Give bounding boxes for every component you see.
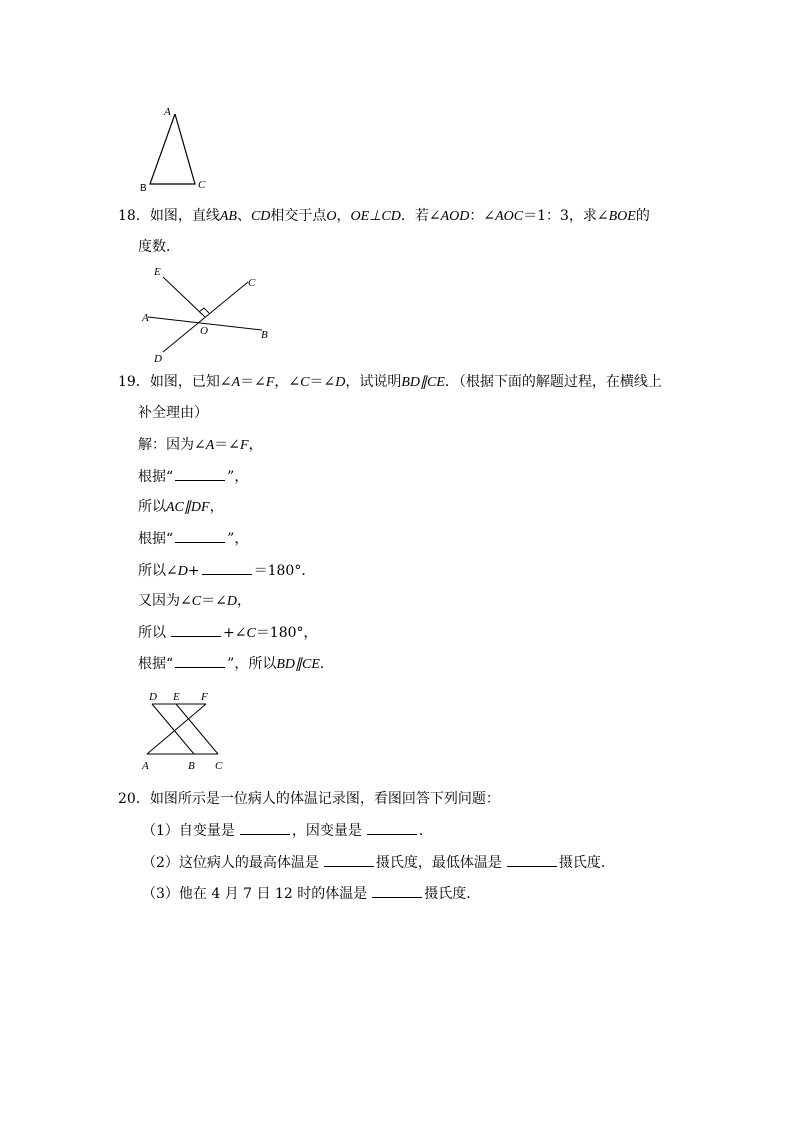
line-cd: [163, 282, 248, 352]
point-label-d: D: [154, 353, 162, 365]
math-ab: AB: [219, 209, 237, 224]
point-label-c: C: [215, 760, 223, 772]
question-19-line-2: [138, 403, 208, 423]
point-label-a: A: [142, 312, 149, 324]
text: 摄氏度．: [424, 886, 481, 902]
question-19-line-1: [118, 372, 662, 393]
question-number: 18．: [118, 208, 150, 224]
answer-blank-1[interactable]: [175, 466, 225, 481]
math-o: O: [326, 209, 337, 224]
math-oe-perp-cd: OE⊥CD: [350, 209, 401, 224]
solution-step-2: [138, 466, 248, 487]
triangle-sides: [150, 114, 195, 184]
text: 如图所示是一位病人的体温记录图，看图回答下列问题：: [149, 791, 500, 807]
text: 如图，已知∠: [149, 374, 232, 390]
math-ac-parallel-df: AC∥DF: [166, 500, 210, 515]
math-bd-parallel-ce: BD∥CE: [276, 657, 320, 672]
text: 补全理由）: [138, 405, 208, 421]
text: 度数．: [138, 239, 180, 255]
answer-blank-8[interactable]: [324, 852, 374, 867]
text: +: [187, 563, 200, 579]
answer-blank-7[interactable]: [367, 820, 417, 835]
text: ，因变量是: [291, 823, 362, 839]
math-d: D: [226, 594, 237, 609]
math-boe: BOE: [608, 209, 636, 224]
answer-blank-3[interactable]: [202, 560, 252, 575]
solution-step-5: [138, 560, 315, 582]
question-20-part-2: [142, 852, 615, 873]
text: ＝∠: [214, 437, 241, 453]
math-aod: AOD: [440, 209, 470, 224]
text: 根据“: [138, 656, 174, 672]
vertex-label-b: B: [140, 183, 147, 194]
parallel-lines-figure: [140, 688, 240, 774]
answer-blank-5[interactable]: [175, 653, 225, 668]
solution-step-1: [138, 435, 263, 456]
text: ，∠: [274, 374, 301, 390]
question-20-part-3: [142, 883, 480, 904]
point-label-d: D: [149, 691, 157, 703]
text: 所以: [138, 625, 166, 641]
vertex-label-a: A: [164, 106, 171, 118]
point-label-f: F: [201, 691, 208, 703]
math-aoc: AOC: [495, 209, 524, 224]
text: ＝∠: [309, 374, 336, 390]
math-c: C: [246, 626, 256, 641]
text: ”，: [227, 531, 249, 547]
math-f: F: [240, 438, 249, 453]
text: ＝∠: [240, 374, 266, 390]
question-number: 20．: [118, 791, 150, 807]
text: （1）自变量是: [142, 823, 235, 839]
answer-blank-10[interactable]: [372, 883, 422, 898]
math-c: C: [300, 375, 310, 390]
text: 又因为∠: [138, 593, 192, 609]
text: 所以∠: [138, 563, 178, 579]
intersecting-lines-figure: [138, 262, 278, 368]
text: 解：因为∠: [138, 437, 206, 453]
solution-step-7: [138, 622, 318, 644]
text: 的: [635, 208, 650, 224]
text: 摄氏度，最低体温是: [375, 855, 502, 871]
answer-blank-4[interactable]: [171, 622, 221, 637]
math-cd: CD: [250, 209, 271, 224]
question-number: 19．: [118, 374, 150, 390]
text: ．（根据下面的解题过程，在横线上: [444, 374, 662, 390]
question-18-line-2: [138, 237, 180, 257]
text: 所以: [138, 499, 166, 515]
solution-step-6: [138, 591, 251, 612]
text: ，: [248, 437, 263, 453]
text: ，: [209, 499, 224, 515]
text: ”，: [227, 469, 249, 485]
text: ”，所以: [227, 656, 277, 672]
text: ＝180°．: [253, 563, 316, 579]
text: 摄氏度．: [558, 855, 615, 871]
math-d: D: [335, 375, 346, 390]
ray-oe: [163, 277, 205, 317]
point-label-c: C: [248, 277, 256, 289]
math-a: A: [205, 438, 215, 453]
solution-step-8: [138, 653, 334, 675]
text: 如图，直线: [149, 208, 220, 224]
solution-step-4: [138, 528, 248, 549]
point-label-b: B: [261, 329, 268, 341]
math-d: D: [177, 564, 188, 579]
vertex-label-c: C: [198, 179, 206, 191]
question-20-line-1: [118, 789, 500, 809]
text: 根据“: [138, 469, 174, 485]
point-label-o: O: [200, 325, 208, 337]
question-18-line-1: [118, 206, 650, 227]
point-label-a: A: [142, 760, 149, 772]
math-f: F: [265, 375, 275, 390]
answer-blank-9[interactable]: [507, 852, 557, 867]
solution-step-3: [138, 497, 224, 518]
text: ，: [236, 593, 251, 609]
segment-db: [152, 704, 194, 754]
text: 、: [236, 208, 251, 224]
answer-blank-6[interactable]: [240, 820, 290, 835]
math-bd-parallel-ce: BD∥CE: [401, 375, 445, 390]
text: （2）这位病人的最高体温是: [142, 855, 319, 871]
text: ＝180°，: [255, 625, 318, 641]
text: ．: [418, 823, 433, 839]
text: +∠: [223, 625, 247, 641]
triangle-abc-figure: [135, 100, 225, 200]
text: ，: [336, 208, 351, 224]
answer-blank-2[interactable]: [175, 528, 225, 543]
math-c: C: [191, 594, 202, 609]
question-20-part-1: [142, 820, 433, 841]
text: 根据“: [138, 531, 174, 547]
math-a: A: [231, 375, 241, 390]
point-label-e: E: [154, 266, 161, 278]
point-label-b: B: [188, 760, 195, 772]
point-label-e: E: [173, 691, 180, 703]
text: （3）他在 4 月 7 日 12 时的体温是: [142, 886, 368, 902]
text: ，试说明: [345, 374, 402, 390]
text: ．若∠: [400, 208, 441, 224]
text: ．: [319, 656, 334, 672]
text: ＝1：3，求∠: [523, 208, 609, 224]
text: ＝∠: [201, 593, 227, 609]
text: 相交于点: [270, 208, 327, 224]
text: ：∠: [469, 208, 496, 224]
